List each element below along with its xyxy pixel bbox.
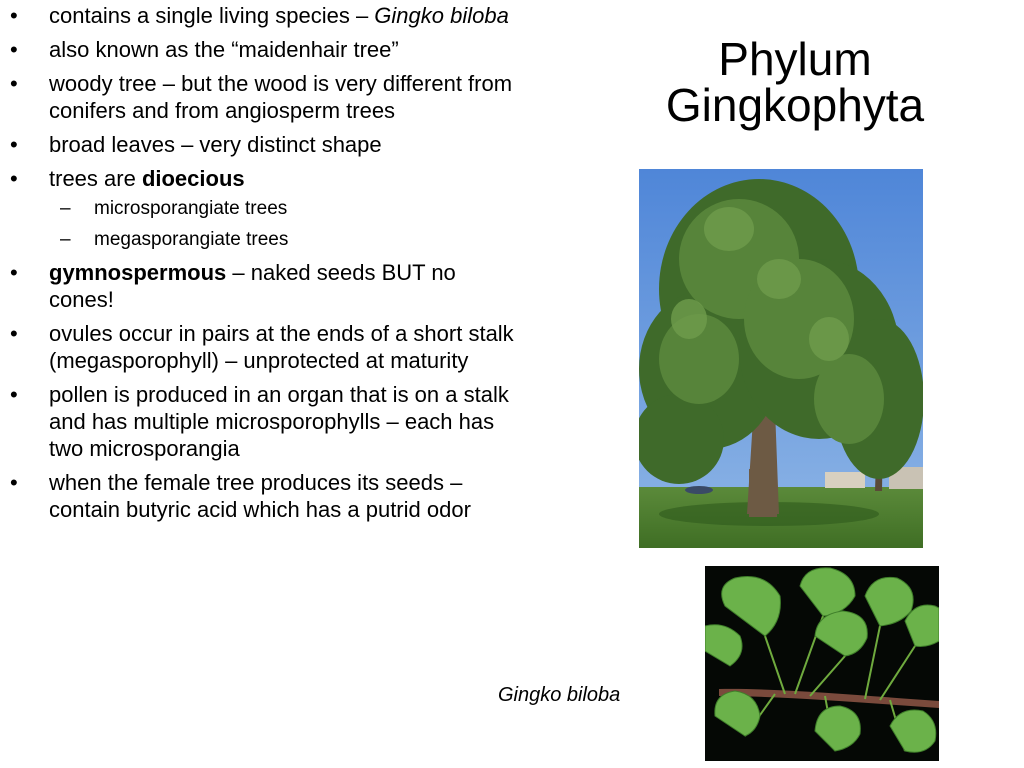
title-line-1: Phylum xyxy=(718,33,872,85)
bullet-text: trees are xyxy=(49,166,142,191)
bullet-ovules xyxy=(10,320,522,374)
image-caption: Gingko biloba xyxy=(498,684,621,706)
ginkgo-leaves-photo xyxy=(705,566,939,761)
bullet-list xyxy=(10,2,522,530)
bullet-seeds xyxy=(10,469,522,523)
bullet-text: broad leaves – very distinct shape xyxy=(49,132,382,157)
bullet-gymnospermous xyxy=(10,259,522,313)
sub-bullet-list xyxy=(49,197,522,252)
bullet-species xyxy=(10,2,522,29)
bullet-maidenhair xyxy=(10,36,522,63)
term-gymnospermous: gymnospermous xyxy=(49,260,227,285)
bullet-text: contains a single living species – xyxy=(49,3,375,28)
bullet-wood xyxy=(10,70,522,124)
sub-bullet-text: microsporangiate trees xyxy=(94,198,288,219)
bullet-text: also known as the “maidenhair tree” xyxy=(49,37,399,62)
species-name: Gingko biloba xyxy=(374,3,509,28)
bullet-dioecious xyxy=(10,165,522,252)
title-line-2: Gingkophyta xyxy=(665,79,925,131)
ginkgo-tree-photo xyxy=(639,169,923,548)
bullet-text: when the female tree produces its seeds – contain butyric acid which has a putrid odor xyxy=(49,470,471,522)
bullet-leaves xyxy=(10,131,522,158)
bullet-text: ovules occur in pairs at the ends of a short stalk (megasporophyll) – unprotected at maturity xyxy=(49,321,514,373)
slide-title xyxy=(630,33,960,131)
bullet-text: woody tree – but the wood is very different from conifers and from angiosperm trees xyxy=(49,71,513,123)
bullet-text: – naked seeds BUT no cones! xyxy=(49,260,456,312)
bullet-pollen xyxy=(10,381,522,462)
sub-bullet-micro xyxy=(49,197,522,221)
bullet-text: pollen is produced in an organ that is on a stalk and has multiple microsporophylls – each has two microsporangia xyxy=(49,382,509,461)
sub-bullet-mega xyxy=(49,228,522,252)
sub-bullet-text: megasporangiate trees xyxy=(94,229,289,250)
term-dioecious: dioecious xyxy=(141,166,245,191)
